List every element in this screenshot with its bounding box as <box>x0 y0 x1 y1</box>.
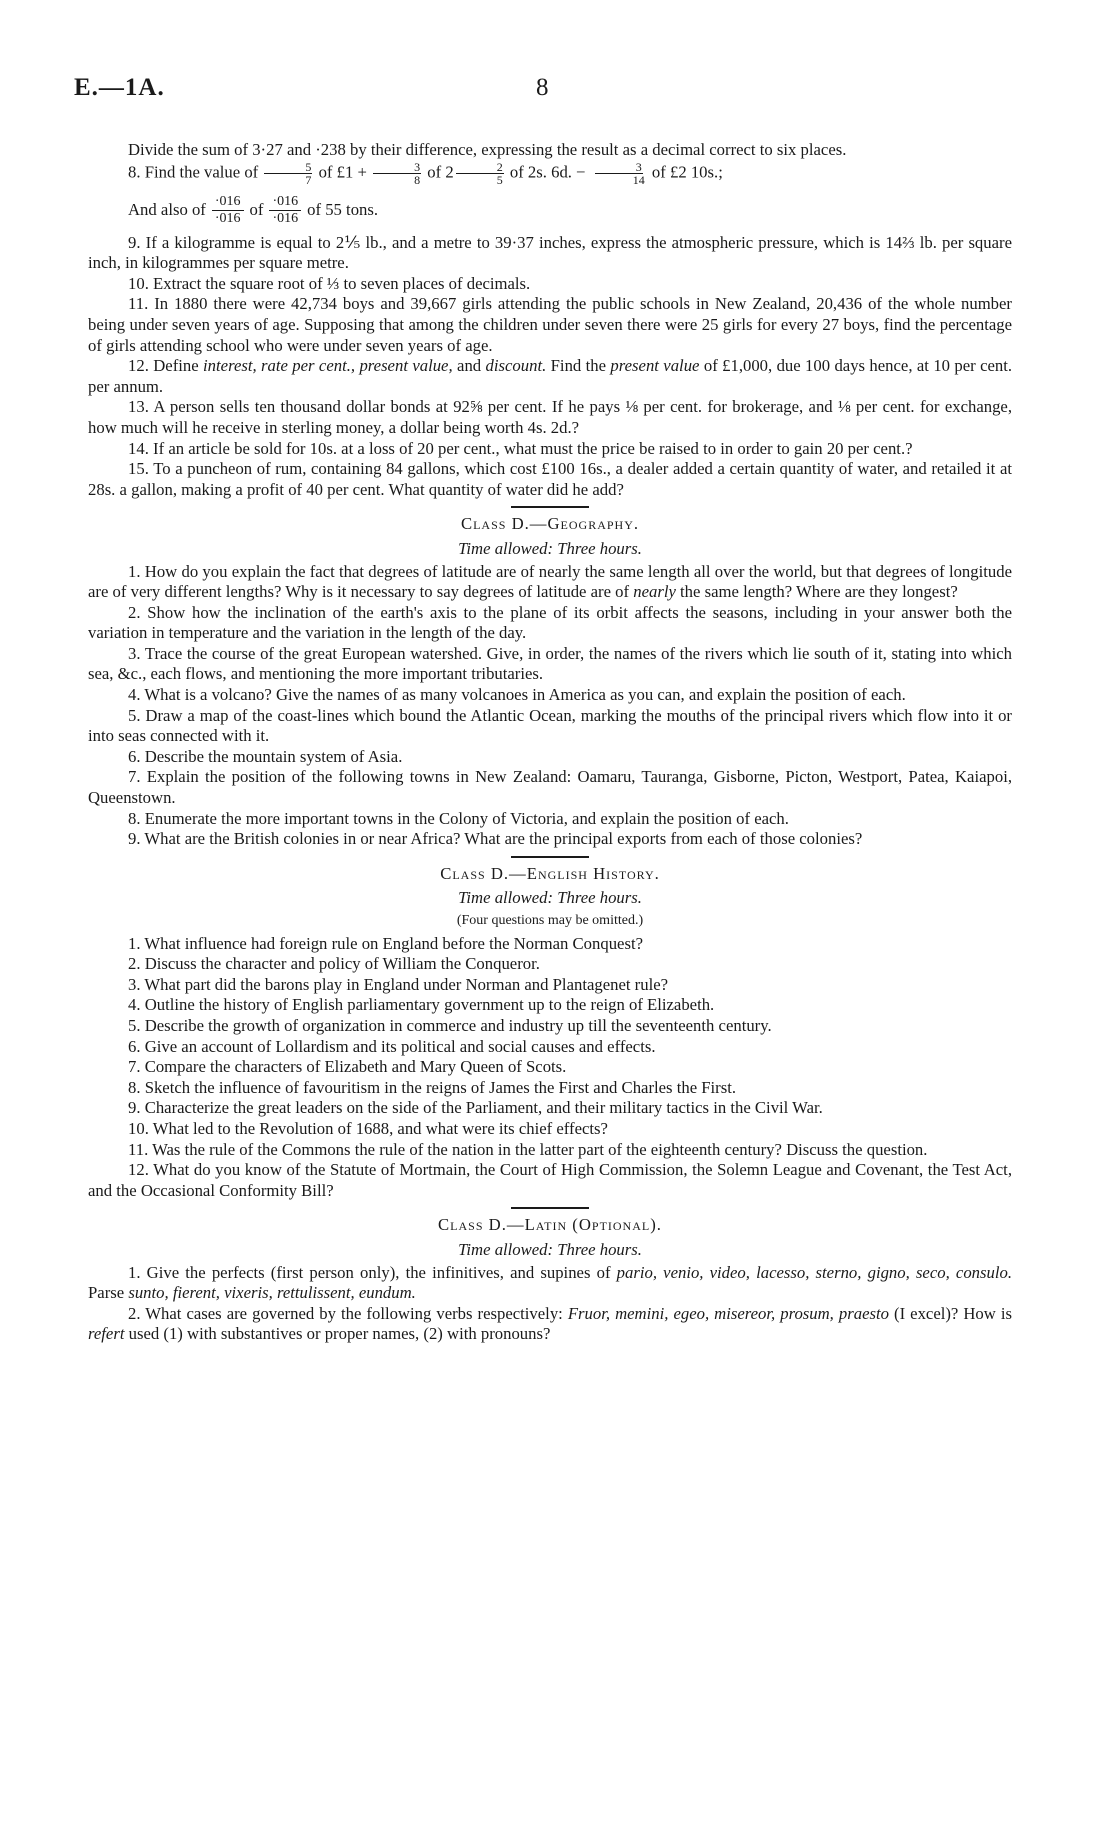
history-q1: 1. What influence had foreign rule on England before the Norman Conquest? <box>128 933 643 953</box>
fraction: $\frac{5}{7}$ <box>264 161 312 186</box>
latin-q1: 1. Give the perfects (first person only), the infinitives, and supines of pario, venio, video, lacesso, sterno, gigno, seco, consulo. Parse sunto, fierent, vixeris, rettulissent, eundum. <box>88 1262 1013 1303</box>
history-q2: 2. Discuss the character and policy of William the Conqueror. <box>128 954 540 974</box>
arith-q7-tail: Divide the sum of 3·27 and ·238 by their difference, expressing the result as a decimal correct to six places. <box>128 140 847 159</box>
section-divider <box>511 856 589 858</box>
geography-q8: 8. Enumerate the more important towns in the Colony of Victoria, and explain the position of each. <box>128 808 789 828</box>
history-q12: 12. What do you know of the Statute of Mortmain, the Court of High Commission, the Solemn League and Covenant, the Test Act, and the Occasional Conformity Bill? <box>88 1160 1012 1200</box>
fraction: $\frac{3}{14}$ <box>592 161 646 186</box>
history-q9: 9. Characterize the great leaders on the side of the Parliament, and their military tactics in the Civil War. <box>128 1098 823 1118</box>
history-q10: 10. What led to the Revolution of 1688, and what were its chief effects? <box>128 1118 608 1138</box>
arith-q12: 12. Define interest, rate per cent., present value, and discount. Find the present value of £1,000, due 100 days hence, at 10 per cent. per annum. <box>88 356 1013 396</box>
history-note: (Four questions may be omitted.) <box>456 913 644 928</box>
arith-q11: 11. In 1880 there were 42,734 boys and 39,667 girls attending the public schools in New Zealand, 20,436 of the whole number being under seven years of age. Supposing that among the children under seven there were 25 girls for every 27 boys, find the percentage of girls attending school who were under seven years of age. <box>88 294 1012 355</box>
geography-q2: 2. Show how the inclination of the earth's axis to the plane of its orbit affects the seasons, including in your answer both the variation in temperature and the variation in the length of the day. <box>88 602 1012 643</box>
geography-time: Time allowed: Three hours. <box>458 538 642 558</box>
latin-q2: 2. What cases are governed by the following verbs respectively: Fruor, memini, egeo, misereor, prosum, praesto (I excel)? How is refert used (1) with substantives or proper names, (2) with pronouns? <box>88 1303 1013 1344</box>
geography-q4: 4. What is a volcano? Give the names of as many volcanoes in America as you can, and explain the position of each. <box>128 685 906 705</box>
arith-q8: 8. Find the value of $\frac{5}{7}$ of £1 + $\frac{3}{8}$ of 2 $\frac{2}{5}$ of 2s. 6d. − $\frac{3}{14}$ of £2 10s.; <box>128 159 723 187</box>
history-time: Time allowed: Three hours. <box>458 888 642 908</box>
fraction: $\frac{2}{5}$ <box>456 161 504 186</box>
history-q8: 8. Sketch the influence of favouritism in the reigns of James the First and Charles the First. <box>128 1077 737 1097</box>
arith-q8-also: And also of $\frac{\cdot 016}{\cdot 016}$ of $\frac{\cdot 016}{\cdot 016}$ of 55 tons. <box>128 193 379 226</box>
geography-title: Class D.—Geography. <box>460 514 640 534</box>
page-number: 8 <box>536 74 549 101</box>
history-q6: 6. Give an account of Lollardism and its political and social causes and effects. <box>128 1036 656 1056</box>
document-reference: E.—1A. <box>74 74 165 101</box>
arith-q15: 15. To a puncheon of rum, containing 84 gallons, which cost £100 16s., a dealer added a certain quantity of water, and retailed it at 28s. a gallon, making a profit of 40 per cent. What quantity of water did he add? <box>88 459 1012 499</box>
arith-q13: 13. A person sells ten thousand dollar bonds at 92⅝ per cent. If he pays ⅛ per cent. for brokerage, and ⅛ per cent. for exchange, how much will he receive in sterling money, a dollar being worth 4s. 2d.? <box>88 397 1012 437</box>
history-q4: 4. Outline the history of English parliamentary government up to the reign of Elizabeth. <box>128 995 715 1015</box>
arith-q14: 14. If an article be sold for 10s. at a loss of 20 per cent., what must the price be raised to in order to gain 20 per cent.? <box>128 438 913 458</box>
arith-q9: 9. If a kilogramme is equal to 2⅕ lb., and a metre to 39·37 inches, express the atmospheric pressure, which is 14⅔ lb. per square inch, in kilogrammes per square metre. <box>88 232 1012 273</box>
fraction: $\frac{\cdot 016}{\cdot 016}$ <box>212 194 244 227</box>
geography-q7: 7. Explain the position of the following towns in New Zealand: Oamaru, Tauranga, Gisborne, Picton, Westport, Patea, Kaiapoi, Queenstown. <box>88 767 1012 808</box>
arith-q10: 10. Extract the square root of ⅓ to seven places of decimals. <box>128 273 531 293</box>
latin-title: Class D.—Latin (Optional). <box>438 1215 662 1235</box>
geography-q5: 5. Draw a map of the coast-lines which bound the Atlantic Ocean, marking the mouths of the principal rivers which flow into it or into seas connected with it. <box>88 705 1012 746</box>
document-body <box>88 140 1012 1345</box>
history-q3: 3. What part did the barons play in England under Norman and Plantagenet rule? <box>128 974 669 994</box>
history-title: Class D.—English History. <box>440 863 660 883</box>
section-divider <box>511 506 589 508</box>
history-q7: 7. Compare the characters of Elizabeth and Mary Queen of Scots. <box>128 1057 567 1077</box>
section-divider <box>511 1207 589 1209</box>
fraction: $\frac{3}{8}$ <box>373 161 421 186</box>
geography-q6: 6. Describe the mountain system of Asia. <box>128 746 403 766</box>
fraction: $\frac{\cdot 016}{\cdot 016}$ <box>269 194 301 227</box>
history-q5: 5. Describe the growth of organization in commerce and industry up till the seventeenth century. <box>128 1015 772 1035</box>
history-q11: 11. Was the rule of the Commons the rule of the nation in the latter part of the eighteenth century? Discuss the question. <box>128 1139 928 1159</box>
geography-q9: 9. What are the British colonies in or near Africa? What are the principal exports from each of those colonies? <box>128 829 863 849</box>
geography-q1: 1. How do you explain the fact that degrees of latitude are of nearly the same length all over the world, but that degrees of longitude are of very different lengths? Why is it necessary to say degrees of latitude are of nearly the same length? Where are they longest? <box>88 561 1012 602</box>
geography-q3: 3. Trace the course of the great European watershed. Give, in order, the names of the rivers which lie south of it, stating into which sea, &c., each flows, and mentioning the more important tributaries. <box>88 643 1012 684</box>
latin-time: Time allowed: Three hours. <box>458 1239 642 1259</box>
